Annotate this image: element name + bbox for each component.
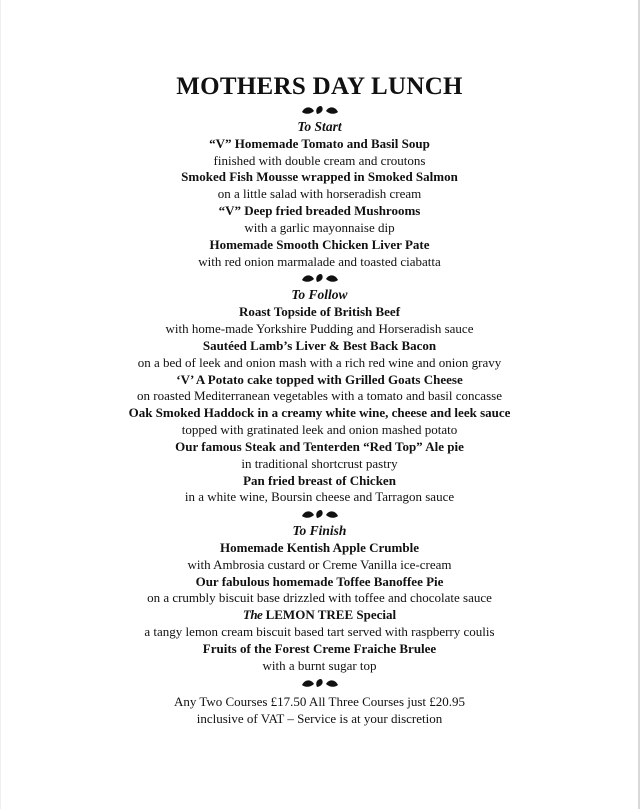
lemon-tree-logo-text: The (242, 607, 263, 623)
dish-name: Pan fried breast of Chicken (243, 472, 396, 488)
dish-name: “V” Homemade Tomato and Basil Soup (209, 135, 430, 151)
dish-description: with home-made Yorkshire Pudding and Horseradish sauce (165, 320, 474, 336)
pricing-line: Any Two Courses £17.50 All Three Courses just £20.95 (173, 693, 466, 709)
dish-name: LEMON TREE Special (265, 607, 397, 623)
dish-description: a tangy lemon cream biscuit based tart served with raspberry coulis (144, 624, 495, 640)
dish-name: “V” Deep fried breaded Mushrooms (218, 203, 421, 219)
dish-description: on a crumbly biscuit base drizzled with toffee and chocolate sauce (147, 590, 492, 606)
fleuron-divider-icon (1, 270, 638, 287)
dish-description: with a garlic mayonnaise dip (244, 219, 395, 235)
dish-name: Fruits of the Forest Creme Fraiche Brulee (202, 641, 437, 656)
fleuron-divider-icon (1, 102, 638, 119)
dish-name: Our fabulous homemade Toffee Banoffee Pie (195, 573, 444, 589)
section-heading-follow: To Follow (291, 287, 348, 303)
fleuron-divider-icon (1, 506, 638, 523)
dish-description: on roasted Mediterranean vegetables with a tomato and basil concasse (137, 388, 502, 404)
dish-description: in a white wine, Boursin cheese and Tarragon sauce (184, 489, 455, 505)
menu-title: MOTHERS DAY LUNCH (176, 73, 463, 100)
dish-description: with a burnt sugar top (262, 657, 377, 673)
dish-name: ‘V’ A Potato cake topped with Grilled Goats Cheese (176, 371, 463, 387)
dish-name-special (1, 607, 638, 624)
section-heading-finish: To Finish (292, 523, 347, 539)
dish-description: in traditional shortcrust pastry (241, 455, 398, 471)
dish-description: finished with double cream and croutons (213, 152, 426, 168)
dish-name: Smoked Fish Mousse wrapped in Smoked Salmon (181, 169, 458, 185)
fleuron-divider-icon (1, 675, 638, 692)
dish-description: with Ambrosia custard or Creme Vanilla ice-cream (187, 556, 452, 572)
dish-description: with red onion marmalade and toasted ciabatta (198, 253, 441, 269)
dish-name: Our famous Steak and Tenterden “Red Top” Ale pie (175, 438, 464, 454)
dish-name: Homemade Kentish Apple Crumble (220, 539, 419, 555)
dish-name: Oak Smoked Haddock in a creamy white wine, cheese and leek sauce (128, 405, 511, 421)
dish-description: on a little salad with horseradish cream (217, 186, 422, 202)
section-heading-start: To Start (297, 118, 342, 134)
dish-name: Sautéed Lamb’s Liver & Best Back Bacon (202, 337, 437, 353)
dish-name: Homemade Smooth Chicken Liver Pate (209, 236, 430, 252)
dish-name: Roast Topside of British Beef (238, 304, 401, 320)
menu-content (1, 102, 638, 727)
dish-description: topped with gratinated leek and onion mashed potato (181, 422, 458, 438)
pricing-note: inclusive of VAT – Service is at your discretion (196, 710, 443, 726)
dish-description: on a bed of leek and onion mash with a rich red wine and onion gravy (137, 354, 502, 370)
